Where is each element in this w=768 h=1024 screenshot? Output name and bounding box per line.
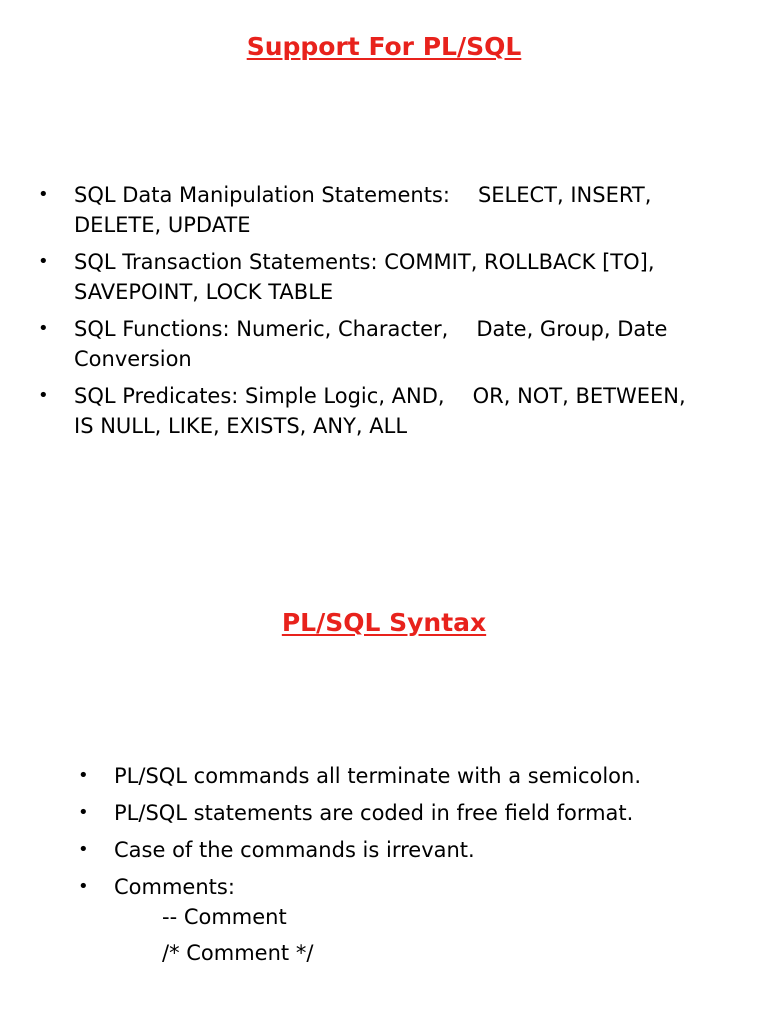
section-title-support: Support For PL/SQL [246,32,522,61]
list-item-line: Case of the commands is irrevant. [114,838,475,862]
list-item [36,314,756,374]
list-item [76,835,756,865]
section-title-syntax: PL/SQL Syntax [281,608,487,637]
list-item-line: PL/SQL commands all terminate with a semicolon. [114,764,642,788]
list-item-line: Comments: [114,875,235,899]
list-item [36,180,756,240]
list-item-line: SQL Data Manipulation Statements: SELECT, INSERT, [74,183,652,207]
list-item-line: DELETE, UPDATE [74,213,251,237]
list-item-line: PL/SQL statements are coded in free field format. [114,801,634,825]
list-item-line: SQL Functions: Numeric, Character, Date, Group, Date [74,317,668,341]
list-item-line: SAVEPOINT, LOCK TABLE [74,280,334,304]
list-item [76,761,756,791]
comment-example-line: -- Comment [162,905,287,929]
list-item-line: SQL Predicates: Simple Logic, AND, OR, NOT, BETWEEN, [74,384,686,408]
list-item [36,381,756,441]
list-item [76,798,756,828]
support-list [36,180,756,448]
list-item-line: Conversion [74,347,192,371]
list-item-line: SQL Transaction Statements: COMMIT, ROLLBACK [TO], [74,250,655,274]
list-item [76,872,756,968]
list-item [36,247,756,307]
comment-example-block: /* Comment */ [162,941,314,965]
syntax-list [76,761,756,975]
list-item-line: IS NULL, LIKE, EXISTS, ANY, ALL [74,414,408,438]
